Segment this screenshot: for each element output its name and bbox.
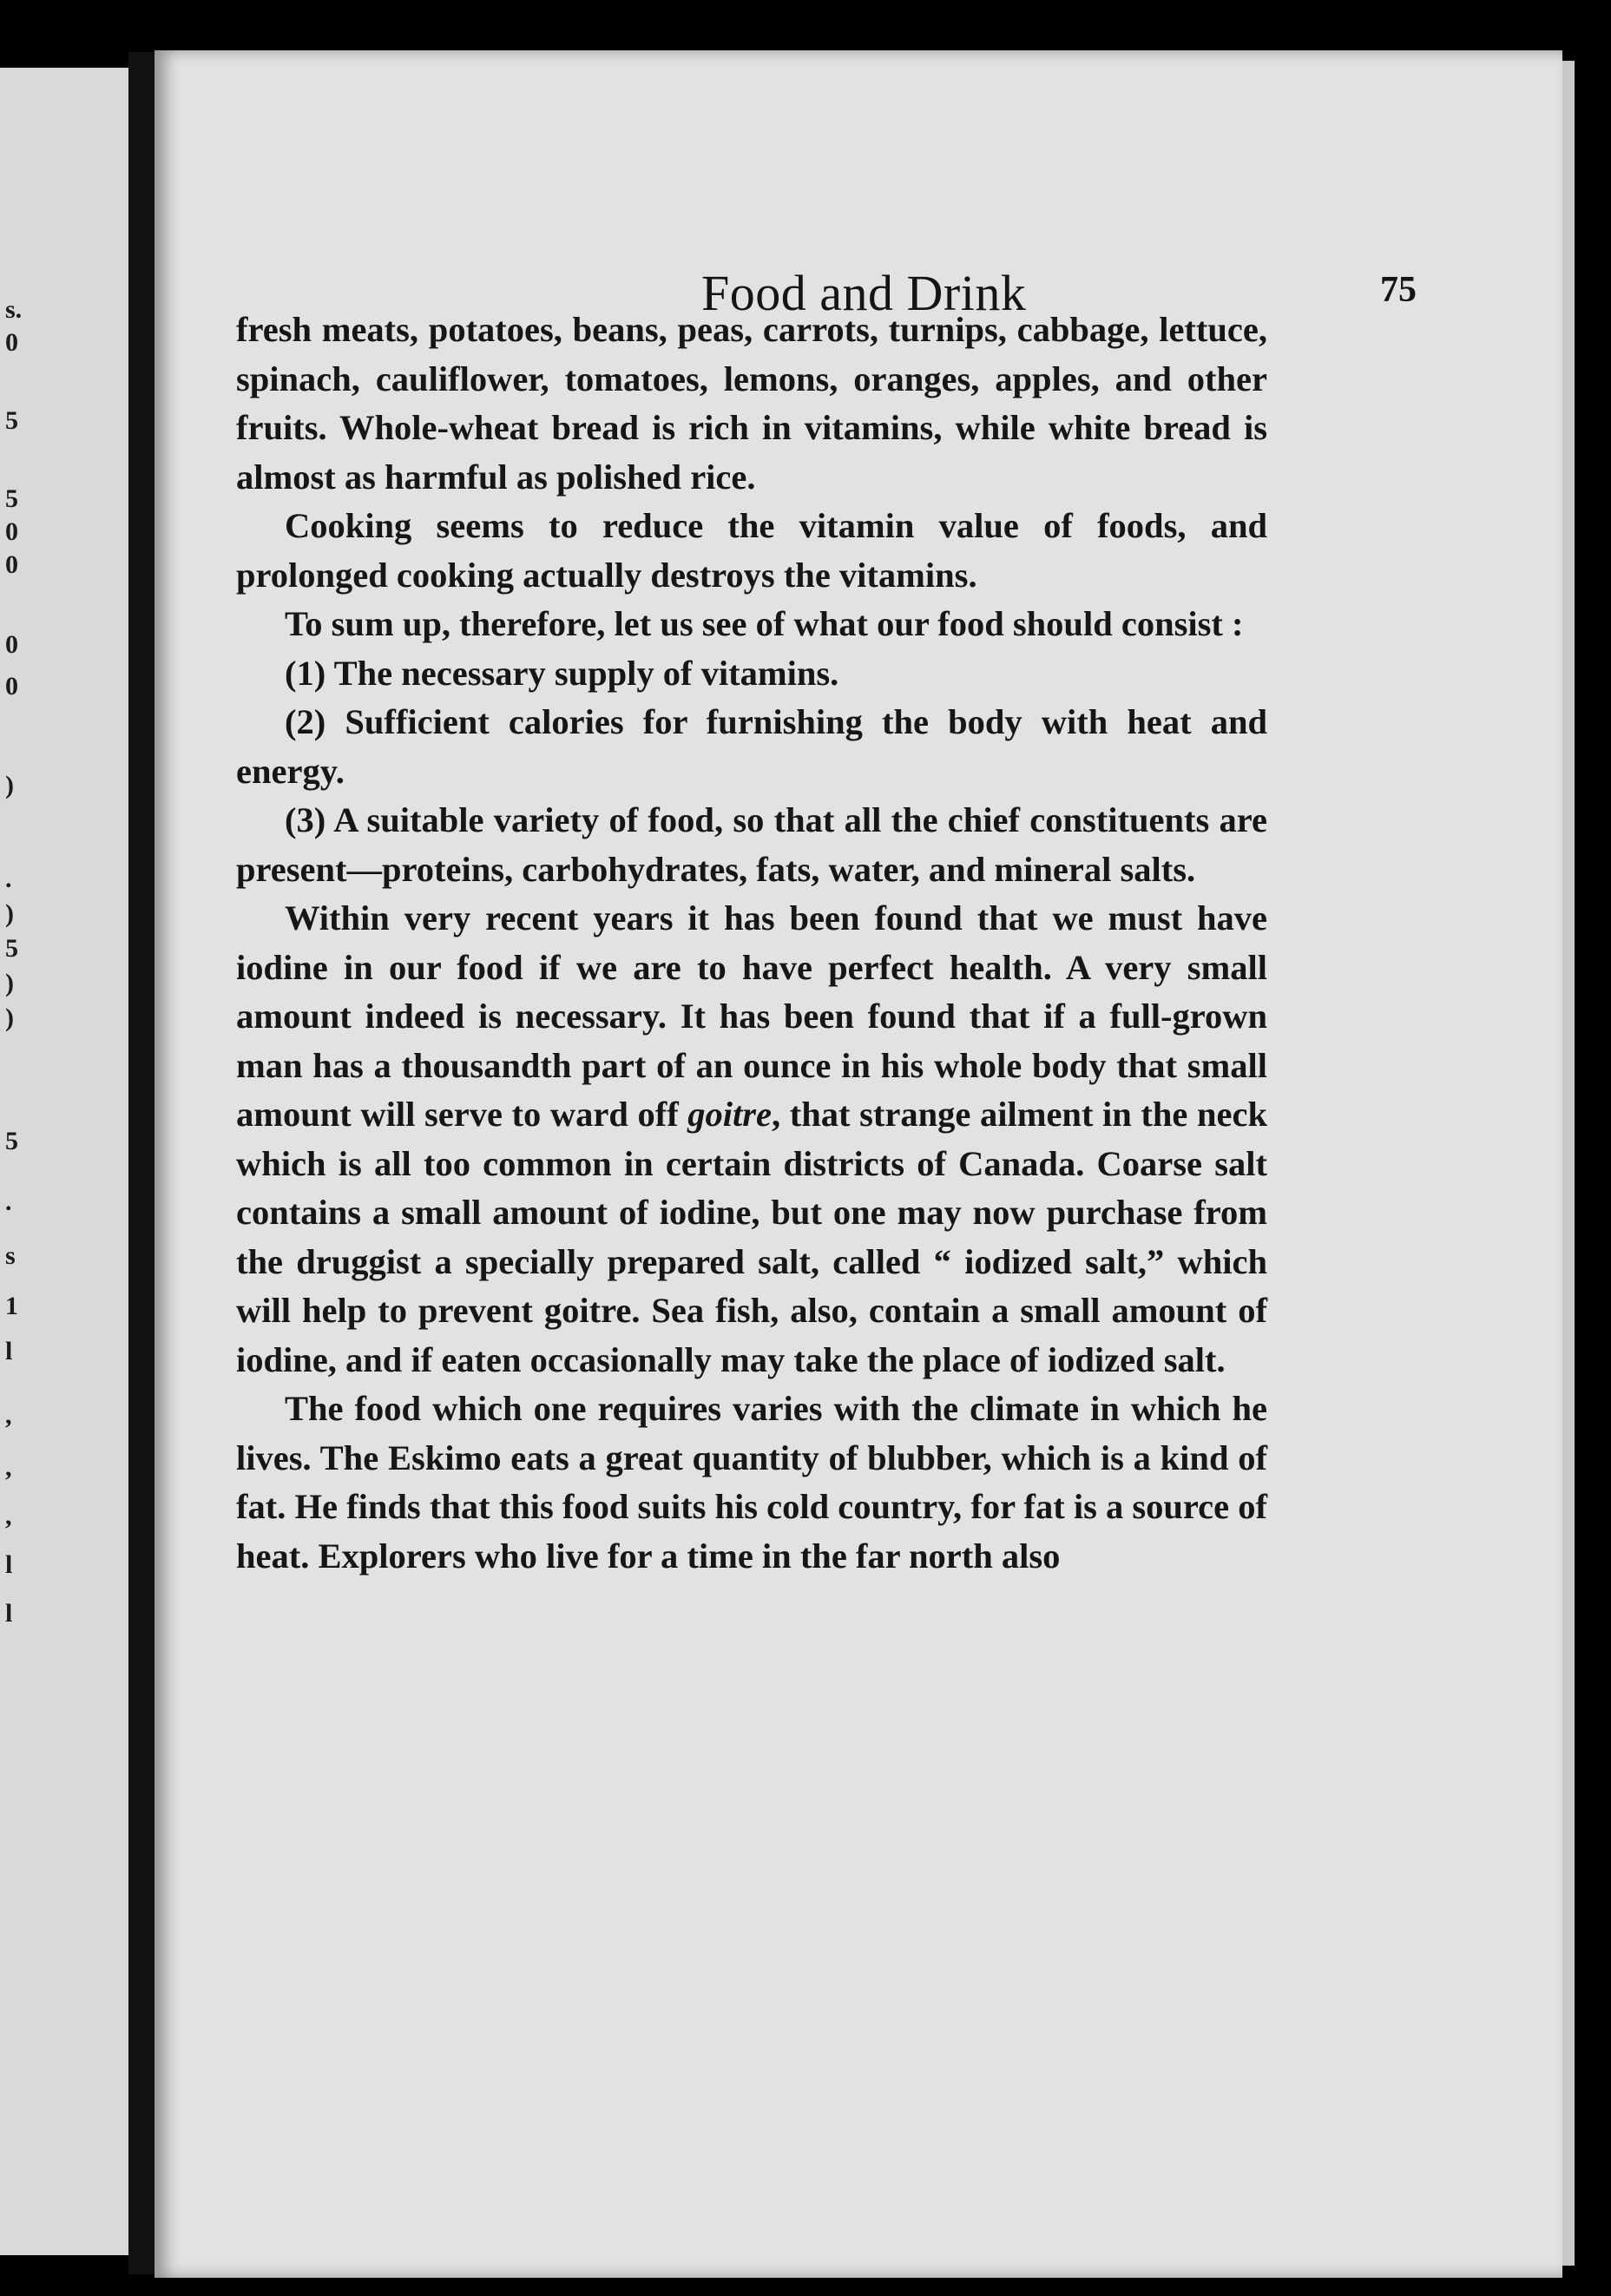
- margin-fragment: .: [5, 865, 12, 893]
- margin-fragment: .: [5, 1187, 12, 1216]
- paragraph: The food which one requires varies with the climate in which he lives. The Eskimo eats a great quantity of blubber, which is a kind of fat. He finds that this food suits his cold country, for fat is a source of heat. Explorers who live for a time in the far north also: [236, 1389, 1267, 1576]
- margin-fragment: 0: [5, 328, 18, 357]
- margin-fragment: 0: [5, 630, 18, 659]
- margin-fragment: l: [5, 1599, 13, 1628]
- list-item: (1) The necessary supply of vitamins.: [285, 653, 839, 693]
- paragraph-text: Within very recent years it has been found that we must have iodine in our food if we are to have perfect health. A very small amount indeed is necessary. It has been found that if a full-grown man has a thousandth part of an ounce in his whole body that small amount will serve to ward off: [236, 898, 1267, 1134]
- margin-fragment: ): [5, 969, 14, 997]
- margin-fragment: 0: [5, 517, 18, 546]
- page-header: [155, 220, 1562, 321]
- running-title: Food and Drink: [701, 265, 1027, 321]
- book-gutter: [128, 52, 155, 2274]
- paragraph: Cooking seems to reduce the vitamin value of foods, and prolonged cooking actually destroys the vitamins.: [236, 506, 1267, 595]
- margin-fragment: 5: [5, 934, 18, 963]
- margin-fragment: 1: [5, 1292, 18, 1320]
- margin-fragment: ,: [5, 1401, 12, 1430]
- left-page-edge: [0, 68, 128, 2255]
- list-item: (3) A suitable variety of food, so that all the chief constituents are present—proteins, carbohydrates, fats, water, and mineral salts.: [236, 800, 1267, 889]
- paragraph: To sum up, therefore, let us see of what our food should consist :: [285, 604, 1244, 643]
- margin-fragment: 5: [5, 484, 18, 513]
- paragraph: fresh meats, potatoes, beans, peas, carrots, turnips, cabbage, lettuce, spinach, cauliflower, tomatoes, lemons, oranges, apples, and other fruits. Whole-wheat bread is rich in vitamins, while white bread is almost as harmful as polished rice.: [236, 310, 1267, 497]
- margin-fragment: s.: [5, 295, 23, 324]
- margin-fragment: l: [5, 1337, 13, 1365]
- margin-fragment: s: [5, 1241, 16, 1270]
- body-text: [236, 306, 1267, 1581]
- margin-fragment: 5: [5, 1127, 18, 1155]
- margin-fragment: ): [5, 1003, 14, 1032]
- margin-fragment: l: [5, 1550, 13, 1579]
- margin-fragment: 0: [5, 672, 18, 701]
- emphasized-term: goitre: [687, 1095, 773, 1134]
- paragraph-text: , that strange ailment in the neck which is all too common in certain districts of Canada. Coarse salt contains a small amount of iodine, but one may now purchase from the druggist a specially prepared salt, called “ iodized salt,” which will help to prevent goitre. Sea fish, also, contain a small amount of iodine, and if eaten occasionally may take the place of iodized salt.: [236, 1095, 1267, 1379]
- margin-fragment: ,: [5, 1502, 12, 1530]
- margin-fragment: ): [5, 771, 14, 799]
- page-edge: [1562, 61, 1575, 2266]
- margin-fragment: 0: [5, 550, 18, 579]
- margin-fragment: 5: [5, 406, 18, 435]
- page-number: 75: [1380, 270, 1417, 310]
- margin-fragment: ,: [5, 1453, 12, 1482]
- margin-fragment: ): [5, 899, 14, 928]
- list-item: (2) Sufficient calories for furnishing the body with heat and energy.: [236, 702, 1267, 791]
- paragraph: [236, 894, 1267, 1385]
